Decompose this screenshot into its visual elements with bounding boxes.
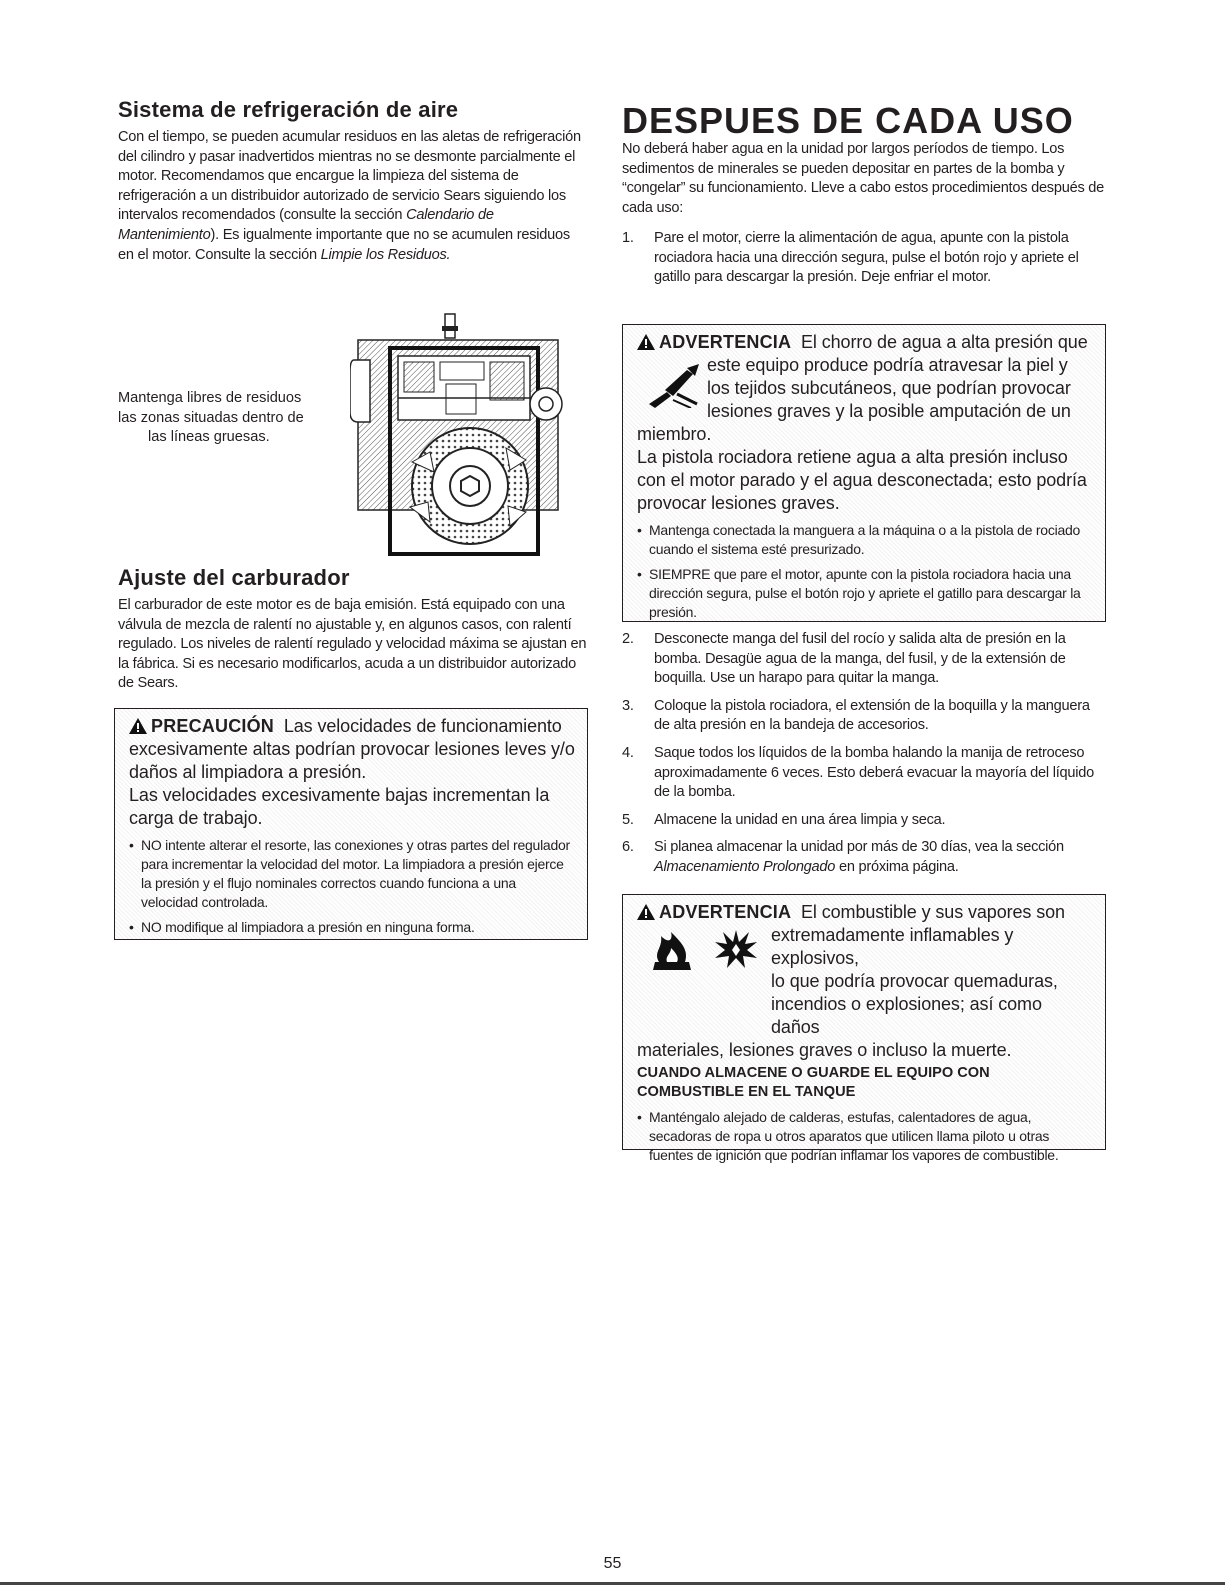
caution-bullet: • NO modifique al limpiadora a presión en ninguna forma. xyxy=(129,918,575,937)
carburetor-paragraph: El carburador de este motor es de baja emisión. Está equipado con una válvula de mezcla de ralentí no ajustable y, en algunos casos, con ralentí regulado. Los niveles de ralentí regulado y velocidad máxima se ajustan en la fábrica. Si es necesario modificarlos, acuda a un distribuidor autorizado de Sears. xyxy=(118,597,587,692)
warning-2-line: lo que podría provocar quemaduras, xyxy=(771,971,1058,991)
warning-triangle-icon xyxy=(637,904,655,920)
warning-2-bullets xyxy=(637,1108,1093,1165)
injection-hazard-icon xyxy=(647,364,701,408)
warning-1-lead: ADVERTENCIA El chorro de agua a alta presión que xyxy=(637,331,1093,354)
figure-caption: Mantenga libres de residuos las zonas situadas dentro de las líneas gruesas. xyxy=(118,390,304,446)
step-list-1 xyxy=(622,229,1106,288)
step-list-2 xyxy=(622,630,1106,878)
warning-2-line: incendios o explosiones; así como daños xyxy=(771,994,1042,1037)
step-item: 6. Si planea almacenar la unidad por más de 30 días, vea la sección Almacenamiento Prolongado en próxima página. xyxy=(622,839,1064,875)
warning-1-line: lesiones graves y la posible amputación de un xyxy=(707,401,1071,421)
page-number: 55 xyxy=(603,1555,622,1572)
warning-triangle-icon xyxy=(637,334,655,350)
step-item: 3. Coloque la pistola rociadora, el extensión de la boquilla y la manguera de alta presión en la bandeja de accesorios. xyxy=(622,697,1090,734)
warning-1-line: los tejidos subcutáneos, que podrían provocar xyxy=(707,378,1071,398)
caution-bullet: • NO intente alterar el resorte, las conexiones y otras partes del regulador para incrementar la velocidad del motor. La limpiadora a presión ejerce la presión y el flujo nominales correctos cuando funciona a una velocidad controlada. xyxy=(129,836,575,912)
carburetor-heading: Ajuste del carburador xyxy=(118,565,350,590)
after-use-heading: DESPUES DE CADA USO xyxy=(622,100,1074,141)
step-item: 1. Pare el motor, cierre la alimentación de agua, apunte con la pistola rociadora hacia una dirección segura, pulse el botón rojo y apriete el gatillo para descargar la presión. Deje enfriar el motor. xyxy=(622,230,1079,286)
warning-1-text-2: La pistola rociadora retiene agua a alta presión incluso con el motor parado y el agua desconectada; esto podría provocar lesiones graves. xyxy=(637,447,1087,513)
warning-box-2 xyxy=(622,894,1106,1163)
caution-bullets xyxy=(129,836,575,937)
warning-triangle-icon xyxy=(129,718,147,734)
step-item: 2. Desconecte manga del fusil del rocío y salida alta de presión en la bomba. Desagüe agua de la manga, del fusil, y de la extensión de boquilla. Use un harapo para quitar la manga. xyxy=(622,631,1066,687)
fire-icon xyxy=(649,932,695,972)
caution-text: PRECAUCIÓN Las velocidades de funcionamiento excesivamente altas podrían provocar lesiones leves y/o daños al limpiadora a presión. xyxy=(129,716,575,782)
warning-box-1 xyxy=(622,324,1106,622)
step-item: 4. Saque todos los líquidos de la bomba halando la manija de retroceso aproximadamente 6 veces. Esto deberá evacuar la mayoría del líquido de la bomba. xyxy=(622,744,1094,801)
warning-1-line: miembro. xyxy=(637,424,712,444)
warning-2-line: extremadamente inflamables y explosivos, xyxy=(771,925,1014,968)
warning-1-bullets xyxy=(637,521,1093,622)
cooling-paragraph: Con el tiempo, se pueden acumular residuos en las aletas de refrigeración del cilindro y pasar inadvertidos mientras no se desmonte parcialmente el motor. Recomendamos que encargue la limpieza del sistema de refrigeración a un distribuidor autorizado de servicio Sears siguiendo los intervalos recomendados (consulte la sección Calendario de Mantenimiento). Es igualmente importante que no se acumulen residuos en el motor. Consulte la sección Limpie los Residuos. xyxy=(118,129,581,263)
step-item: 5. Almacene la unidad en una área limpia y seca. xyxy=(622,811,946,828)
warning-2-bold: CUANDO ALMACENE O GUARDE EL EQUIPO CON COMBUSTIBLE EN EL TANQUE xyxy=(637,1065,990,1100)
explosion-icon xyxy=(713,928,759,972)
warning-1-bullet: • Mantenga conectada la manguera a la máquina o a la pistola de rociado cuando el sistema esté presurizado. xyxy=(637,521,1093,559)
warning-2-title: ADVERTENCIA xyxy=(637,902,791,922)
caution-text-2: Las velocidades excesivamente bajas incrementan la carga de trabajo. xyxy=(129,785,550,828)
warning-2-bullet: • Manténgalo alejado de calderas, estufas, calentadores de agua, secadoras de ropa u otros aparatos que utilicen llama piloto u otras fuentes de ignición que podrían inflamar los vapores de combustible. xyxy=(637,1108,1093,1165)
warning-2-lead: ADVERTENCIA El combustible y sus vapores son xyxy=(637,901,1093,924)
engine-illustration xyxy=(350,312,576,560)
cooling-heading: Sistema de refrigeración de aire xyxy=(118,97,459,122)
warning-2-line: materiales, lesiones graves o incluso la muerte. xyxy=(637,1040,1012,1060)
warning-1-title: ADVERTENCIA xyxy=(637,332,791,352)
caution-box xyxy=(114,708,588,940)
after-use-intro: No deberá haber agua en la unidad por largos períodos de tiempo. Los sedimentos de minerales se pueden depositar en partes de la bomba y “congelar” su funcionamiento. Lleve a cabo estos procedimientos después de cada uso: xyxy=(622,141,1105,216)
caution-title: PRECAUCIÓN xyxy=(129,716,274,736)
warning-1-line: este equipo produce podría atravesar la piel y xyxy=(707,355,1068,375)
warning-1-bullet: • SIEMPRE que pare el motor, apunte con la pistola rociadora hacia una dirección segura, pulse el botón rojo y apriete el gatillo para descargar la presión. xyxy=(637,565,1093,622)
